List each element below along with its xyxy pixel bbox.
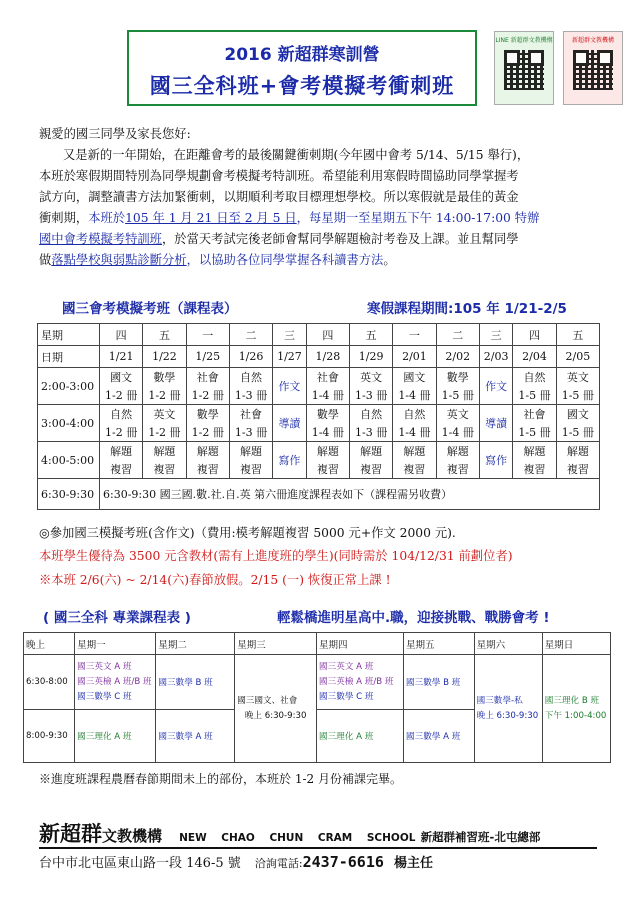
mock-exam-schedule-title: 國三會考模擬考班（課程表） (62, 301, 238, 317)
branch-name: 新超群補習班-北屯總部 (420, 830, 541, 844)
weekday-cell: 一 (393, 324, 436, 346)
footer-contact (39, 852, 433, 871)
weekday-cell: 二 (436, 324, 479, 346)
discount-text: 本班學生優待為 3500 元含教材(需有上進度班的學生) (39, 549, 334, 563)
class-range: 1-3 冊 (229, 423, 272, 442)
date-label: 日期 (38, 346, 100, 368)
phone-label: 洽詢電話: (254, 857, 303, 870)
class-subject: 數學 (436, 368, 479, 387)
weekday-cell: 三 (479, 324, 513, 346)
class-entry: 國三英檢 A 班/B 班 (319, 676, 394, 687)
date-cell: 1/25 (186, 346, 229, 368)
class-subject: 社會 (513, 405, 556, 424)
line-qr-code (494, 31, 554, 105)
letter-line-6 (39, 250, 599, 271)
line-qr-caption: LINE 新超群文教機構 (495, 37, 553, 44)
full-course-title: ( 國三全科 專業課程表 ) (43, 610, 191, 626)
date-row (38, 346, 600, 368)
class-cell-single: 導讀 (479, 405, 513, 442)
course-name-highlight: 國中會考模擬考特訓班 (39, 232, 162, 246)
class-range: 複習 (143, 460, 186, 479)
address: 台中市北屯區東山路一段 146-5 號 (39, 856, 241, 871)
class-range: 1-5 冊 (556, 386, 599, 405)
date-cell: 2/02 (436, 346, 479, 368)
letter-line-4 (39, 208, 599, 229)
letter-highlight: 本班於 (88, 211, 126, 225)
time-slot-label: 4:00-5:00 (38, 442, 100, 479)
class-subject: 解題 (306, 442, 349, 461)
class-subject: 英文 (143, 405, 186, 424)
mock-exam-schedule-table (37, 323, 600, 510)
letter-line-3: 試方向，調整讀書方法加緊衝刺，以期順利考取目標理想學校。所以寒假就是最佳的黃金 (39, 190, 519, 204)
class-subject: 解題 (436, 442, 479, 461)
evening-time: 6:30-9:30 (38, 479, 100, 510)
class-entry: 國三理化 B 班 (544, 695, 600, 706)
class-cell-single: 寫作 (479, 442, 513, 479)
class-subject: 社會 (186, 368, 229, 387)
class-cell-single: 寫作 (273, 442, 307, 479)
course-period: 寒假課程期間:105 年 1/21-2/5 (367, 301, 567, 317)
class-range: 1-4 冊 (306, 386, 349, 405)
slogan: 輕鬆橋進明星高中.職，迎接挑戰、戰勝會考 ! (277, 610, 550, 626)
class-entry: 國三國文、社會 (237, 695, 298, 706)
header-evening: 晚上 (24, 633, 75, 655)
class-cell-single: 導讀 (273, 405, 307, 442)
evening-program: 6:30-9:30 國三國.數.社.自.英 第六冊進度課程表如下（課程需另收費） (100, 479, 600, 510)
class-range: 1-3 冊 (349, 386, 392, 405)
full-course-schedule-table (23, 632, 611, 763)
time-slot-2: 8:00-9:30 (24, 710, 75, 763)
class-subject: 解題 (143, 442, 186, 461)
monday-early-classes (75, 655, 156, 710)
class-range: 1-4 冊 (393, 386, 436, 405)
class-subject: 解題 (100, 442, 143, 461)
class-range: 1-5 冊 (513, 386, 556, 405)
header-sunday: 星期日 (542, 633, 610, 655)
time-slot-row-continued (38, 460, 600, 479)
letter-highlight: ，以協助各位同學掌握各科讀書方法 (186, 253, 384, 267)
header-wednesday: 星期三 (235, 633, 317, 655)
class-range: 1-2 冊 (143, 386, 186, 405)
class-range: 複習 (100, 460, 143, 479)
class-subject: 國文 (393, 368, 436, 387)
class-subject: 自然 (513, 368, 556, 387)
weekday-cell: 三 (273, 324, 307, 346)
header-friday: 星期五 (404, 633, 475, 655)
class-range: 1-5 冊 (436, 386, 479, 405)
class-subject: 英文 (556, 368, 599, 387)
class-time: 下午 1:00-4:00 (544, 710, 607, 721)
time-slot-row (38, 368, 600, 387)
date-cell: 1/29 (349, 346, 392, 368)
class-entry: 國三數學 C 班 (319, 691, 374, 702)
letter-text: ，於當天考試完後老師會幫同學解題檢討考卷及上課。並且幫同學 (161, 232, 519, 246)
class-subject: 英文 (436, 405, 479, 424)
time-slot-row (38, 442, 600, 461)
monday-late-class: 國三理化 A 班 (75, 710, 156, 763)
class-range: 1-2 冊 (186, 423, 229, 442)
time-slot-label: 2:00-3:00 (38, 368, 100, 405)
class-entry: 國三英文 A 班 (319, 661, 374, 672)
reservation-deadline: (同時需於 104/12/31 前劃位者) (333, 549, 513, 563)
class-range: 1-2 冊 (143, 423, 186, 442)
class-subject: 自然 (349, 405, 392, 424)
class-range: 1-4 冊 (436, 423, 479, 442)
date-cell: 2/03 (479, 346, 513, 368)
class-entry: 國三數學-私 (476, 695, 523, 706)
class-subject: 解題 (556, 442, 599, 461)
saturday-classes (474, 655, 542, 763)
class-time: 晚上 6:30-9:30 (244, 710, 307, 721)
brand-name: 新超群 (39, 822, 102, 846)
qr-code-icon (504, 50, 544, 90)
letter-line-2: 本班於寒假期間特別為同學規劃會考模擬考特訓班。希望能利用寒假時間協助同學掌握考 (39, 169, 519, 183)
weekday-cell: 四 (513, 324, 556, 346)
class-range: 複習 (556, 460, 599, 479)
weekday-cell: 一 (186, 324, 229, 346)
date-cell: 1/26 (229, 346, 272, 368)
weekday-cell: 五 (143, 324, 186, 346)
class-range: 複習 (229, 460, 272, 479)
time-slot-row (38, 405, 600, 424)
class-range: 複習 (186, 460, 229, 479)
qr-code-icon (573, 50, 613, 90)
footer-divider (39, 847, 597, 849)
class-entry: 國三數學 C 班 (77, 691, 132, 702)
class-cell-single: 作文 (273, 368, 307, 405)
thursday-early-classes (317, 655, 404, 710)
class-subject: 數學 (186, 405, 229, 424)
class-subject: 解題 (393, 442, 436, 461)
time-slot-row-continued (38, 423, 600, 442)
class-subject: 國文 (556, 405, 599, 424)
class-entry: 國三英文 A 班 (77, 661, 132, 672)
letter-text: 衝刺期， (39, 211, 89, 225)
title-box (127, 30, 477, 106)
row-early-evening (24, 655, 611, 710)
class-range: 1-2 冊 (186, 386, 229, 405)
weekday-cell: 四 (100, 324, 143, 346)
weekday-row (38, 324, 600, 346)
letter-text: 做 (39, 253, 52, 267)
letter-highlight: ，每星期一至星期五下午 14:00-17:00 特辦 (296, 211, 540, 225)
class-range: 複習 (513, 460, 556, 479)
date-cell: 1/21 (100, 346, 143, 368)
date-cell: 1/28 (306, 346, 349, 368)
letter-text: 。 (383, 253, 396, 267)
letter-line-5 (39, 229, 599, 250)
class-subject: 自然 (393, 405, 436, 424)
class-subject: 解題 (513, 442, 556, 461)
letter-greeting: 親愛的國三同學及家長您好: (39, 127, 191, 141)
class-range: 1-2 冊 (100, 386, 143, 405)
letter-body (39, 124, 599, 271)
weekday-cell: 五 (556, 324, 599, 346)
class-subject: 國文 (100, 368, 143, 387)
weekday-label: 星期 (38, 324, 100, 346)
header-saturday: 星期六 (474, 633, 542, 655)
tuesday-early-class: 國三數學 B 班 (156, 655, 235, 710)
discount-note (39, 546, 513, 564)
holiday-note: ※本班 2/6(六) ~ 2/14(六)春節放假。2/15 (一) 恢復正常上課 ! (39, 573, 391, 587)
class-subject: 自然 (229, 368, 272, 387)
contact-person: 楊主任 (394, 856, 434, 871)
time-slot-row-continued (38, 386, 600, 405)
sunday-classes (542, 655, 610, 763)
class-subject: 解題 (186, 442, 229, 461)
date-cell: 1/22 (143, 346, 186, 368)
brand-suffix: 文教機構 (102, 827, 163, 845)
date-cell: 2/04 (513, 346, 556, 368)
fee-note: ◎參加國三模擬考班(含作文)（費用:模考解題複習 5000 元+作文 2000 元). (39, 526, 456, 540)
friday-early-class: 國三數學 B 班 (404, 655, 475, 710)
schedule-header-row (24, 633, 611, 655)
analysis-highlight: 落點學校與弱點診斷分析 (51, 253, 187, 267)
web-qr-code (563, 31, 623, 105)
web-qr-caption: 新超群文教機構 (571, 37, 614, 44)
class-subject: 解題 (349, 442, 392, 461)
title-line-1: 2016 新超群寒訓營 (224, 45, 380, 65)
class-cell-single: 作文 (479, 368, 513, 405)
class-subject: 英文 (349, 368, 392, 387)
brand-english: NEW CHAO CHUN CRAM SCHOOL (179, 832, 416, 844)
date-cell: 1/27 (273, 346, 307, 368)
weekday-cell: 四 (306, 324, 349, 346)
letter-line-1: 又是新的一年開始，在距離會考的最後關鍵衝刺期(今年國中會考 5/14、5/15 舉行)， (63, 148, 530, 162)
class-range: 複習 (349, 460, 392, 479)
friday-late-class: 國三數學 A 班 (404, 710, 475, 763)
phone-number: 2437-6616 (302, 853, 384, 871)
makeup-class-note: ※進度班課程農曆春節期間未上的部份，本班於 1-2 月份補課完畢。 (39, 772, 402, 786)
time-slot-label: 3:00-4:00 (38, 405, 100, 442)
date-cell: 2/05 (556, 346, 599, 368)
class-subject: 自然 (100, 405, 143, 424)
class-range: 1-4 冊 (306, 423, 349, 442)
thursday-late-class: 國三理化 A 班 (317, 710, 404, 763)
header-tuesday: 星期二 (156, 633, 235, 655)
class-entry: 國三英檢 A 班/B 班 (77, 676, 152, 687)
class-range: 1-5 冊 (556, 423, 599, 442)
course-dates: 105 年 1 月 21 日至 2 月 5 日 (125, 211, 297, 225)
footer-brand (39, 818, 540, 848)
class-time: 晚上 6:30-9:30 (476, 710, 539, 721)
class-range: 複習 (393, 460, 436, 479)
time-slot-1: 6:30-8:00 (24, 655, 75, 710)
class-range: 複習 (436, 460, 479, 479)
class-range: 1-5 冊 (513, 423, 556, 442)
title-line-2: 國三全科班+會考模擬考衝刺班 (149, 74, 455, 98)
evening-row (38, 479, 600, 510)
class-range: 1-3 冊 (349, 423, 392, 442)
class-range: 1-4 冊 (393, 423, 436, 442)
date-cell: 2/01 (393, 346, 436, 368)
wednesday-classes (235, 655, 317, 763)
weekday-cell: 二 (229, 324, 272, 346)
weekday-cell: 五 (349, 324, 392, 346)
class-range: 1-2 冊 (100, 423, 143, 442)
class-subject: 社會 (306, 368, 349, 387)
class-range: 複習 (306, 460, 349, 479)
class-range: 1-3 冊 (229, 386, 272, 405)
header-monday: 星期一 (75, 633, 156, 655)
class-subject: 社會 (229, 405, 272, 424)
class-subject: 數學 (143, 368, 186, 387)
tuesday-late-class: 國三數學 A 班 (156, 710, 235, 763)
header-thursday: 星期四 (317, 633, 404, 655)
class-subject: 解題 (229, 442, 272, 461)
class-subject: 數學 (306, 405, 349, 424)
